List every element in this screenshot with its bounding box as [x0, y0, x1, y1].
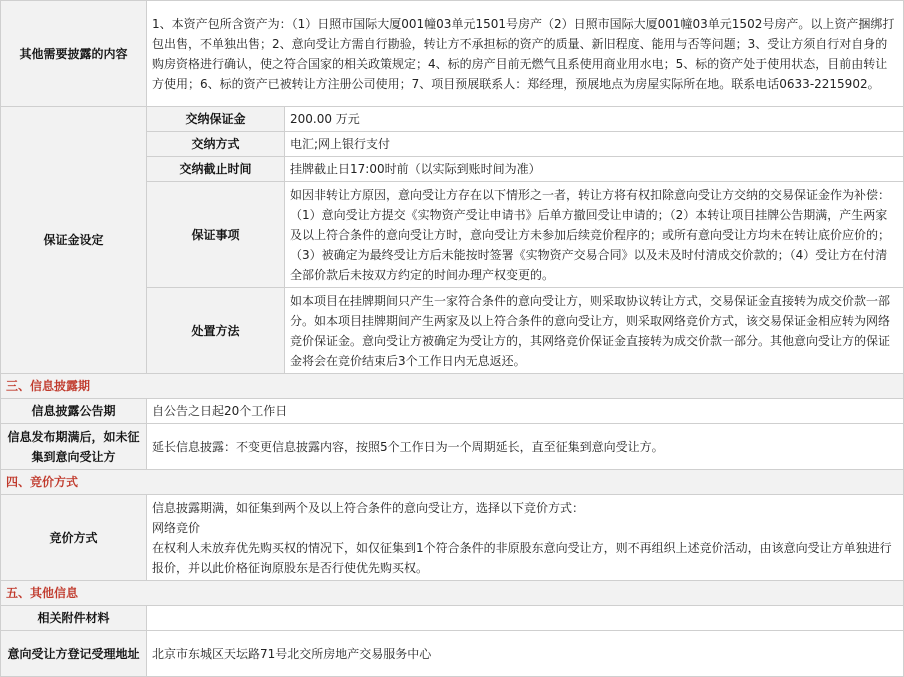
deposit-deadline-value: 挂牌截止日17:00时前（以实际到账时间为准）	[285, 157, 904, 182]
bidding-method-row	[1, 495, 904, 581]
bidding-line-3: 在权利人未放弃优先购买权的情况下，如仅征集到1个符合条件的非原股东意向受让方，则不再组织上述竞价活动，由该意向受让方单独进行报价，并以此价格征询原股东是否行使优先购买权。	[152, 540, 892, 575]
deposit-amount-label: 交纳保证金	[147, 107, 285, 132]
deposit-deadline-label: 交纳截止时间	[147, 157, 285, 182]
other-disclosure-row	[1, 1, 904, 107]
disclosure-period-row	[1, 399, 904, 424]
section5-header-row	[1, 581, 904, 606]
guarantee-items-value: 如因非转让方原因，意向受让方存在以下情形之一者，转让方将有权扣除意向受让方交纳的交易保证金作为补偿：（1）意向受让方提交《实物资产受让申请书》后单方撤回受让申请的；（2）本转让项目挂牌公告期满，产生两家及以上符合条件的意向受让方时，意向受让方未参加后续竞价程序的；或所有意向受让方均未在转让底价应价的；（3）被确定为最终受让方后未能按时签署《实物资产交易合同》以及未及时付清成交价款的；（4）受让方在付清全部价款后未按双方约定的时间办理产权变更的。	[285, 182, 904, 288]
bidding-method-label: 竞价方式	[1, 495, 147, 581]
deposit-amount-value: 200.00 万元	[285, 107, 904, 132]
section4-header-row	[1, 470, 904, 495]
other-disclosure-label: 其他需要披露的内容	[1, 1, 147, 107]
deposit-method-label: 交纳方式	[147, 132, 285, 157]
deposit-settings-label: 保证金设定	[1, 107, 147, 374]
bidding-line-2: 网络竞价	[152, 520, 201, 535]
disposal-method-value: 如本项目在挂牌期间只产生一家符合条件的意向受让方，则采取协议转让方式，交易保证金直接转为成交价款一部分。如本项目挂牌期间产生两家及以上符合条件的意向受让方，则采取网络竞价方式，该交易保证金相应转为网络竞价保证金。意向受让方被确定为受让方的，其网络竞价保证金直接转为成交价款一部分。其他意向受让方的保证金将会在竞价结束后3个工作日内无息返还。	[285, 288, 904, 374]
deposit-amount-row	[1, 107, 904, 132]
deposit-method-value: 电汇;网上银行支付	[285, 132, 904, 157]
expiry-label: 信息发布期满后，如未征集到意向受让方	[1, 424, 147, 470]
expiry-value: 延长信息披露：不变更信息披露内容，按照5个工作日为一个周期延长，直至征集到意向受让方。	[147, 424, 904, 470]
section3-title: 三、信息披露期	[1, 374, 904, 399]
registration-address-row	[1, 631, 904, 677]
bidding-method-value	[147, 495, 904, 581]
disposal-method-label: 处置方法	[147, 288, 285, 374]
disclosure-period-label: 信息披露公告期	[1, 399, 147, 424]
expiry-row	[1, 424, 904, 470]
guarantee-items-label: 保证事项	[147, 182, 285, 288]
section3-header-row	[1, 374, 904, 399]
other-disclosure-text: 1、本资产包所含资产为：（1）日照市国际大厦001幢03单元1501号房产（2）日照市国际大厦001幢03单元1502号房产。以上资产捆绑打包出售，不单独出售；2、意向受让方需自行勘验，转让方不承担标的资产的质量、新旧程度、能用与否等问题；3、受让方须自行对自身的购房资格进行确认，使之符合国家的相关政策规定；4、标的房产目前无燃气且系使用商业用水电；5、标的资产处于使用状态，目前由转让方使用；6、标的资产已被转让方注册公司使用；7、项目预展联系人：郑经理，预展地点为房屋实际所在地。联系电话0633-2215902。	[147, 1, 904, 107]
section5-title: 五、其他信息	[1, 581, 904, 606]
registration-address-value: 北京市东城区天坛路71号北交所房地产交易服务中心	[147, 631, 904, 677]
attachments-value	[147, 606, 904, 631]
disclosure-period-value: 自公告之日起20个工作日	[147, 399, 904, 424]
attachments-label: 相关附件材料	[1, 606, 147, 631]
bidding-line-1: 信息披露期满，如征集到两个及以上符合条件的意向受让方，选择以下竞价方式：	[152, 500, 585, 515]
section4-title: 四、竞价方式	[1, 470, 904, 495]
registration-address-label: 意向受让方登记受理地址	[1, 631, 147, 677]
attachments-row	[1, 606, 904, 631]
